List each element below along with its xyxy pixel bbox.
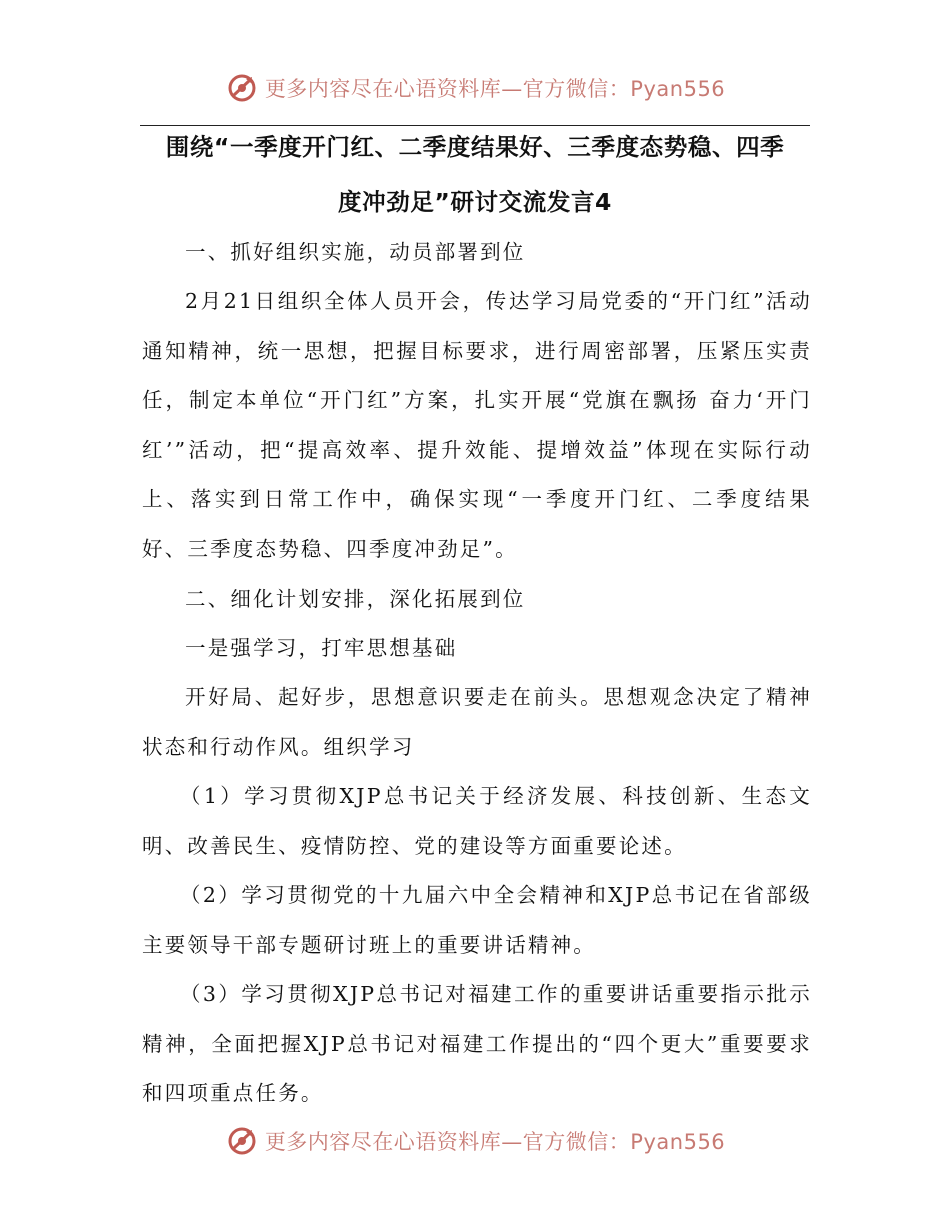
document-title-line-1: 围绕“一季度开门红、二季度结果好、三季度态势稳、四季 bbox=[165, 133, 785, 161]
sub1-heading: 一是强学习，打牢思想基础 bbox=[185, 636, 458, 660]
watermark-text: 更多内容尽在心语资料库—官方微信：Pyan556 bbox=[264, 1130, 726, 1154]
header-divider bbox=[140, 125, 810, 126]
watermark-text: 更多内容尽在心语资料库—官方微信：Pyan556 bbox=[264, 77, 726, 101]
header-watermark bbox=[0, 68, 950, 108]
seal-logo-icon bbox=[225, 1124, 259, 1158]
seal-logo-icon bbox=[225, 71, 259, 105]
study-item-3: （3）学习贯彻XJP总书记对福建工作的重要讲话重要指示批示精神，全面把握XJP总书记对福建工作提出的“四个更大”重要要求和四项重点任务。 bbox=[142, 982, 812, 1105]
sub1-body: 开好局、起好步，思想意识要走在前头。思想观念决定了精神状态和行动作风。组织学习 bbox=[142, 685, 812, 759]
section2-heading: 二、细化计划安排，深化拓展到位 bbox=[185, 587, 526, 611]
document-title-line-2: 度冲劲足”研讨交流发言4 bbox=[338, 188, 612, 216]
section1-body: 2月21日组织全体人员开会，传达学习局党委的“开门红”活动通知精神，统一思想，把握目标要求，进行周密部署，压紧压实责任，制定本单位“开门红”方案，扎实开展“党旗在飘扬 奋力‘开门红’”活动，把“提高效率、提升效能、提增效益”体现在实际行动上、落实到日常工作中，确保实现“一季度开门红、二季度结果好、三季度态势稳、四季度冲劲足”。 bbox=[142, 289, 812, 561]
study-item-2: （2）学习贯彻党的十九届六中全会精神和XJP总书记在省部级主要领导干部专题研讨班上的重要讲话精神。 bbox=[142, 883, 812, 957]
footer-watermark bbox=[0, 1121, 950, 1161]
study-item-1: （1）学习贯彻XJP总书记关于经济发展、科技创新、生态文明、改善民生、疫情防控、党的建设等方面重要论述。 bbox=[142, 784, 812, 858]
section1-heading: 一、抓好组织实施，动员部署到位 bbox=[185, 240, 526, 264]
